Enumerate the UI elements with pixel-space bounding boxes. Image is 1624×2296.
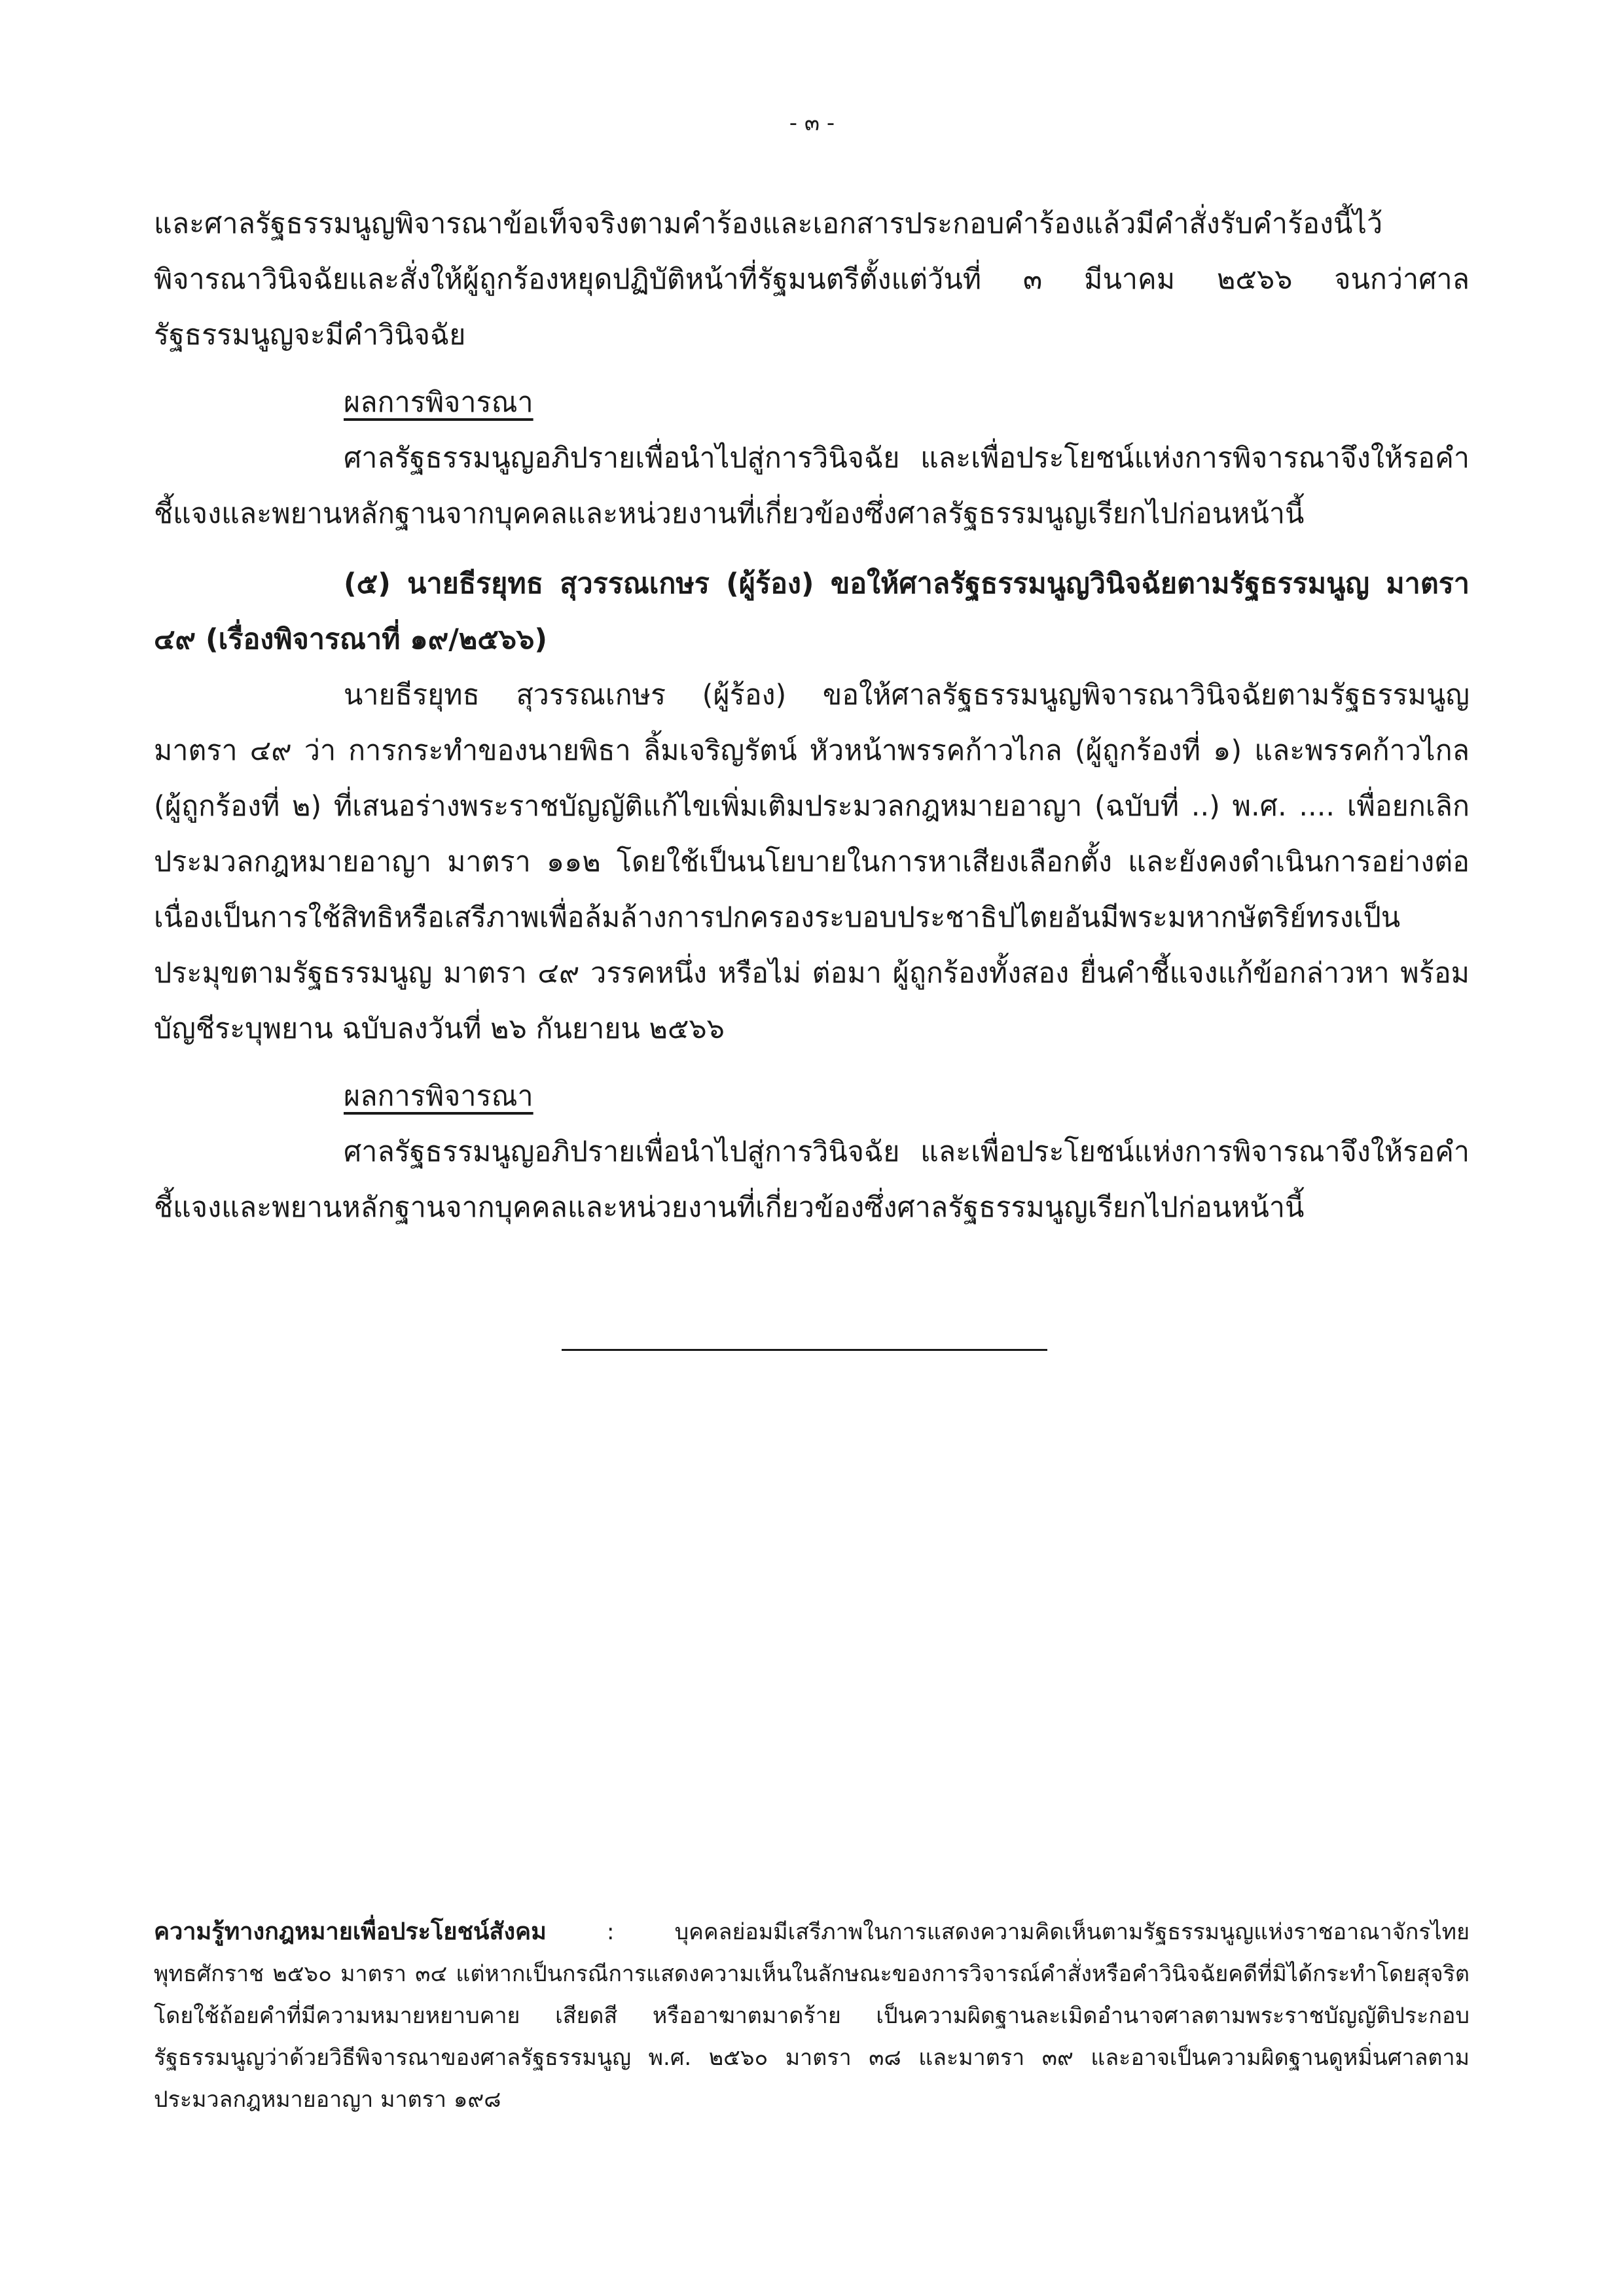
paragraph-result-1: ศาลรัฐธรรมนูญอภิปรายเพื่อนำไปสู่การวินิจฉัย และเพื่อประโยชน์แห่งการพิจารณาจึงให้รอคำชี้แจงและพยานหลักฐานจากบุคคลและหน่วยงานที่เกี่ยวข้องซึ่งศาลรัฐธรรมนูญเรียกไปก่อนหน้านี้ [154, 442, 1470, 530]
section-heading-result-2: ผลการพิจารณา [344, 1080, 533, 1113]
footer-legal-notice [154, 1911, 1470, 2121]
paragraph-case-detail: นายธีรยุทธ สุวรรณเกษร (ผู้ร้อง) ขอให้ศาลรัฐธรรมนูญพิจารณาวินิจฉัยตามรัฐธรรมนูญ มาตรา ๔๙ ว่า การกระทำของนายพิธา ลิ้มเจริญรัตน์ หัวหน้าพรรคก้าวไกล (ผู้ถูกร้องที่ ๑) และพรรคก้าวไกล (ผู้ถูกร้องที่ ๒) ที่เสนอร่างพระราชบัญญัติแก้ไขเพิ่มเติมประมวลกฎหมายอาญา (ฉบับที่ ..) พ.ศ. .... เพื่อยกเลิกประมวลกฎหมายอาญา มาตรา ๑๑๒ โดยใช้เป็นนโยบายในการหาเสียงเลือกตั้ง และยังคงดำเนินการอย่างต่อเนื่องเป็นการใช้สิทธิหรือเสรีภาพเพื่อล้มล้างการปกครองระบอบประชาธิปไตยอันมีพระมหากษัตริย์ทรงเป็นประมุขตามรัฐธรรมนูญ มาตรา ๔๙ วรรคหนึ่ง หรือไม่ ต่อมา ผู้ถูกร้องทั้งสอง ยื่นคำชี้แจงแก้ข้อกล่าวหา พร้อมบัญชีระบุพยาน ฉบับลงวันที่ ๒๖ กันยายน ๒๕๖๖ [154, 679, 1470, 1045]
end-of-content-rule [562, 1349, 1047, 1351]
paragraph-order-continuation: และศาลรัฐธรรมนูญพิจารณาข้อเท็จจริงตามคำร้องและเอกสารประกอบคำร้องแล้วมีคำสั่งรับคำร้องนี้ไว้พิจารณาวินิจฉัยและสั่งให้ผู้ถูกร้องหยุดปฏิบัติหน้าที่รัฐมนตรีตั้งแต่วันที่ ๓ มีนาคม ๒๕๖๖ จนกว่าศาลรัฐธรรมนูญจะมีคำวินิจฉัย [154, 207, 1470, 351]
paragraph-result-2: ศาลรัฐธรรมนูญอภิปรายเพื่อนำไปสู่การวินิจฉัย และเพื่อประโยชน์แห่งการพิจารณาจึงให้รอคำชี้แจงและพยานหลักฐานจากบุคคลและหน่วยงานที่เกี่ยวข้องซึ่งศาลรัฐธรรมนูญเรียกไปก่อนหน้านี้ [154, 1136, 1470, 1224]
page-number: - ๓ - [789, 110, 835, 136]
footer-text: บุคคลย่อมมีเสรีภาพในการแสดงความคิดเห็นตามรัฐธรรมนูญแห่งราชอาณาจักรไทย พุทธศักราช ๒๕๖๐ มาตรา ๓๔ แต่หากเป็นกรณีการแสดงความเห็นในลักษณะของการวิจารณ์คำสั่งหรือคำวินิจฉัยคดีที่มิได้กระทำโดยสุจริต โดยใช้ถ้อยคำที่มีความหมายหยาบคาย เสียดสี หรืออาฆาตมาดร้าย เป็นความผิดฐานละเมิดอำนาจศาลตามพระราชบัญญัติประกอบรัฐธรรมนูญว่าด้วยวิธีพิจารณาของศาลรัฐธรรมนูญ พ.ศ. ๒๕๖๐ มาตรา ๓๘ และมาตรา ๓๙ และอาจเป็นความผิดฐานดูหมิ่นศาลตามประมวลกฎหมายอาญา มาตรา ๑๙๘ [154, 1919, 1470, 2113]
case-title: (๕) นายธีรยุทธ สุวรรณเกษร (ผู้ร้อง) ขอให้ศาลรัฐธรรมนูญวินิจฉัยตามรัฐธรรมนูญ มาตรา ๔๙ (เรื่องพิจารณาที่ ๑๙/๒๕๖๖) [154, 567, 1470, 656]
footer-label: ความรู้ทางกฎหมายเพื่อประโยชน์สังคม [154, 1918, 547, 1945]
footer-separator: : [546, 1919, 675, 1945]
section-heading-result: ผลการพิจารณา [344, 386, 533, 419]
document-body [154, 196, 1470, 1236]
